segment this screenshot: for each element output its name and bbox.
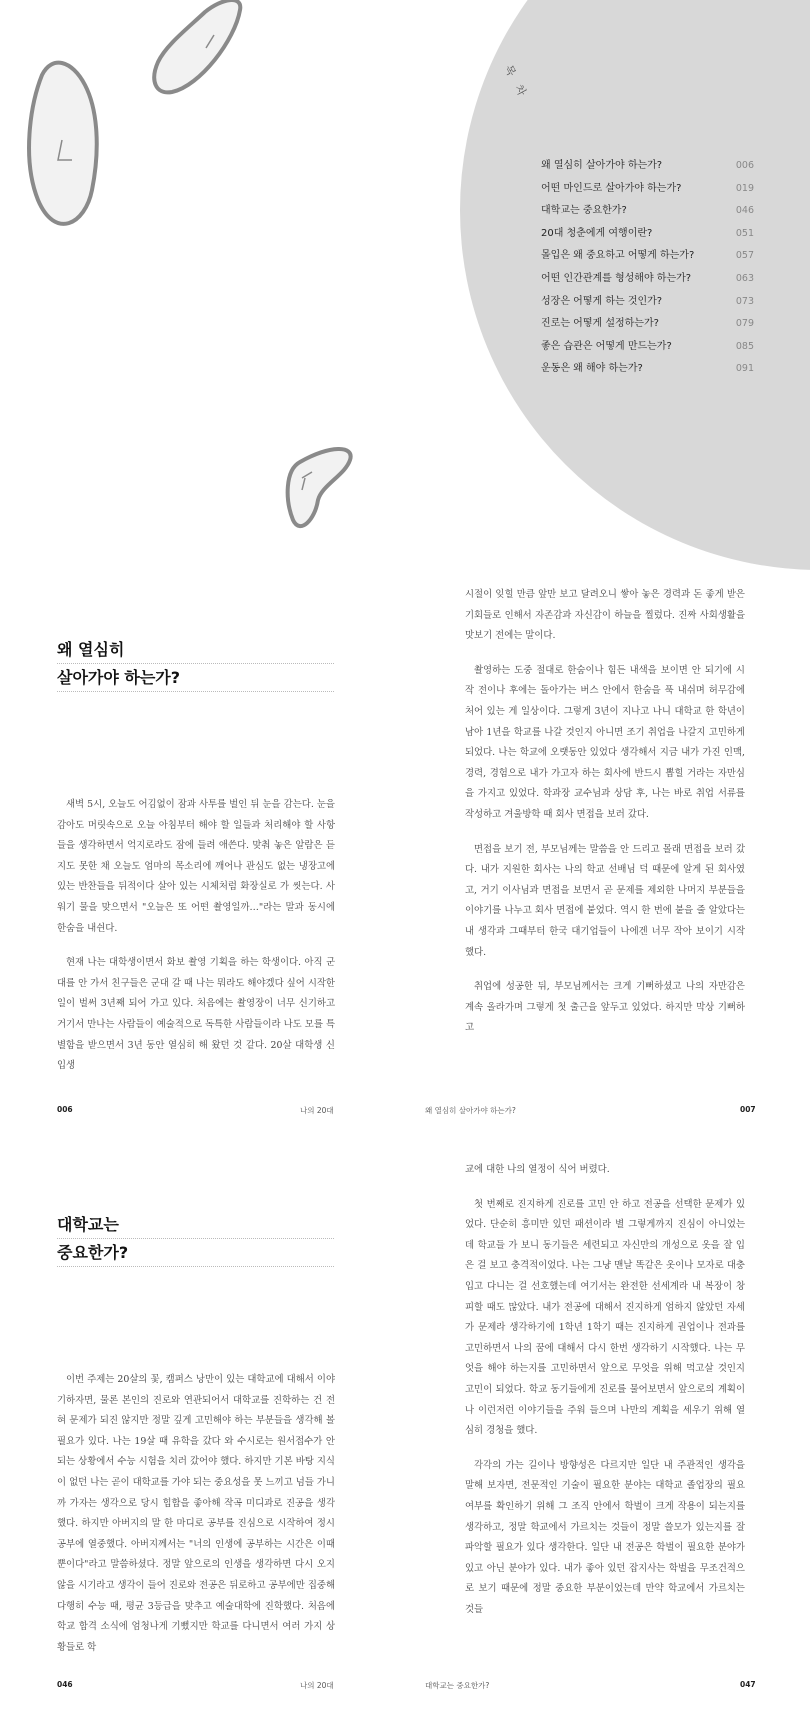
blob-shape-2 <box>154 0 240 92</box>
body-text <box>57 1370 335 1672</box>
toc-entry-title: 대학교는 중요한가? <box>541 205 627 217</box>
toc-entry-page: 073 <box>735 295 754 307</box>
toc-entry-page: 046 <box>735 205 754 217</box>
toc-entry-page: 006 <box>735 160 754 171</box>
paragraph: 첫 번째로 진지하게 진로를 고민 안 하고 전공을 선택한 문제가 있었다. 단순히 흥미만 있던 패션이라 별 그렇게까지 진심이 아니었는데 학교들 가 보니 동기들은 세련되고 자신만의 개성으로 옷을 잘 입은 걸 보고 충격적이었다. 나는 그냥 맨날 똑같은 옷이나 모자로 대충 입고 다니는 걸 선호했는데 여기서는 완전한 선세계라 내 복장이 창피할 때도 많았다. 내가 전공에 대해서 진지하게 엄하지 않았던 자세가 문제라 생각하기에 1학년 1학기 때는 진지하게 권업이나 전과를 고민하면서 나의 꿈에 대해서 다시 한번 생각하기 시작했다. 나는 무엇을 해야 하는지를 고민하면서 앞으로 무엇을 위해 먹고살 것인지 고민이 되었다. 학교 동기들에게 진로를 물어보면서 앞으로의 계획이나 이런저런 이야기들을 주워 들으며 나만의 계획을 세우기 위해 열심히 경청을 했다. <box>465 1198 745 1437</box>
toc-entry-page: 051 <box>735 227 754 239</box>
toc-entry-page: 085 <box>735 340 754 352</box>
toc-entry-page: 079 <box>735 318 754 330</box>
paragraph: 각각의 가는 길이나 방향성은 다르지만 일단 내 주관적인 생각을 말해 보자면, 전문적인 기술이 필요한 분야는 대학교 졸업장의 필요 여부를 확인하기 위해 그 조직 안에서 학벌이 크게 작용이 되는지를 생각하고, 정말 학교에서 가르치는 것들이 정말 쓸모가 있는지를 잘 파악할 필요가 있다 생각한다. 일단 내 전공은 학벌이 필요한 분야가 있고 아닌 분야가 있다. 내가 좋아 있던 잡지사는 학벌을 무조건적으로 보기 때문에 정말 중요한 부분이었는데 만약 학교에서 가르치는 것들 <box>465 1459 745 1615</box>
toc-heading: 목 차 <box>501 62 531 102</box>
toc-entry-title: 운동은 왜 해야 하는가? <box>541 363 643 375</box>
page-number: 007 <box>740 1105 756 1114</box>
chapter-title-line-2: 중요한가? <box>57 1242 334 1267</box>
chapter-title-line-2: 살아가야 하는가? <box>57 667 334 692</box>
page-047 <box>405 1150 810 1725</box>
paragraph: 현재 나는 대학생이면서 화보 촬영 기획을 하는 학생이다. 아직 군대를 안 가서 친구들은 군대 갈 때 나는 뭐라도 해야겠다 싶어 시작한 일이 벌써 3년째 되어 가고 있다. 처음에는 촬영장이 너무 신기하고 거기서 만나는 사람들이 예술적으로 독특한 사람들이라 나도 모를 특별함을 받으면서 3년 동안 열심히 해 왔던 것 같다. 20살 대학생 신입생 <box>57 957 335 1072</box>
toc-entry-title: 20대 청춘에게 여행이란? <box>541 227 653 239</box>
body-text <box>465 1160 745 1634</box>
paragraph: 교에 대한 나의 열정이 식어 버렸다. <box>465 1164 610 1175</box>
toc-list <box>541 156 754 382</box>
page-number: 047 <box>740 1680 756 1689</box>
toc-entry-page: 019 <box>735 182 754 194</box>
paragraph: 취업에 성공한 뒤, 부모님께서는 크게 기뻐하셨고 나의 자만감은 계속 올라가며 그렇게 첫 출근을 앞두고 있었다. 하지만 막상 기뻐하고 <box>465 981 745 1034</box>
blob-shape-3 <box>288 449 351 526</box>
chapter-title <box>57 639 334 695</box>
toc-entry <box>541 359 754 382</box>
toc-entry <box>541 224 754 247</box>
toc-entry-title: 몰입은 왜 중요하고 어떻게 하는가? <box>541 250 695 262</box>
page-007 <box>405 575 810 1150</box>
toc-entry <box>541 314 754 337</box>
blob-shape-1 <box>29 63 97 224</box>
toc-entry-title: 진로는 어떻게 설정하는가? <box>541 318 659 330</box>
toc-entry <box>541 337 754 360</box>
paragraph: 이번 주제는 20살의 꽃, 캠퍼스 낭만이 있는 대학교에 대해서 이야기하자면, 물론 본인의 진로와 연관되어서 대학교를 진학하는 건 전혀 문제가 되진 않지만 정말 깊게 고민해야 하는 부분들을 생각해 볼 필요가 있다. 나는 19살 때 유학을 갔다 와 수시로는 원서접수가 안 되는 상황에서 수능 시험을 치러 갔어야 했다. 하지만 기본 바탕 지식이 없던 나는 곧이 대학교를 가야 되는 중요성을 못 느끼고 넘들 가니까 가자는 생각으로 당시 힙합을 좋아해 작곡 미디과로 진공을 생각했다. 하지만 아버지의 말 한 마디로 공부를 진심으로 시작하여 정시 공부에 열중했다. 아버지께서는 "너의 인생에 공부하는 시간은 이때뿐이다"라고 말씀하셨다. 정말 앞으로의 인생을 생각하면 다시 오지 않을 시기라고 생각이 들어 진로와 전공은 뒤로하고 공부에만 집중해 다행히 수능 때, 평균 3등급을 맞추고 예술대학에 진학했다. 처음에 학교 합격 소식에 엄청나게 기뻤지만 학교를 다니면서 여러 가지 상황들로 학 <box>57 1374 335 1653</box>
toc-entry <box>541 246 754 269</box>
page-046 <box>0 1150 405 1725</box>
toc-entry-title: 좋은 습관은 어떻게 만드는가? <box>541 340 672 352</box>
toc-entry-title: 성장은 어떻게 하는 것인가? <box>541 295 663 307</box>
paragraph: 새벽 5시, 오늘도 어김없이 잠과 사투를 벌인 뒤 눈을 감는다. 눈을 감아도 머릿속으로 오늘 아침부터 해야 할 일들과 처리해야 할 사항들을 생각하면서 억지로라도 잠에 들려 애쓴다. 맞춰 놓은 알람은 듣지도 못한 채 오늘도 엄마의 목소리에 깨어나 관심도 없는 냉장고에 있는 반찬들을 뒤적이다 살아 있는 시체처럼 화장실로 가 씻는다. 사워기 물을 맞으면서 "오늘은 또 어떤 촬영일까…"라는 말과 동시에 한숨을 내쉰다. <box>57 799 335 934</box>
running-head: 왜 열심히 살아가야 하는가? <box>425 1106 516 1115</box>
toc-entry <box>541 179 754 202</box>
toc-entry-page: 057 <box>735 250 754 262</box>
toc-section <box>0 0 810 575</box>
page-number: 046 <box>57 1680 73 1689</box>
running-head: 나의 20대 <box>300 1681 334 1690</box>
paragraph: 촬영하는 도중 절대로 한숨이나 힘든 내색을 보이면 안 되기에 시작 전이나 후에는 돌아가는 버스 안에서 한숨을 푹 내쉬며 허무감에 처어 있는 게 일상이다. 그렇게 3년이 지나고 나니 대학교 한 학년이 남아 1년을 학교를 나갈 것인지 아니면 조기 취업을 나갈지 고민하게 되었다. 나는 학교에 오랫동안 있었다 생각해서 지금 내가 가진 인맥, 경력, 경험으로 내가 가고자 하는 회사에 반드시 뽑힐 거라는 자만심을 가지고 있었다. 학과장 교수님과 상담 후, 나는 바로 취업 서류를 작성하고 겨울방학 때 회사 면접을 보러 갔다. <box>465 664 745 820</box>
toc-entry <box>541 269 754 292</box>
toc-entry-page: 091 <box>735 363 754 375</box>
toc-entry-title: 어떤 인간관계를 형성해야 하는가? <box>541 272 692 284</box>
page-006 <box>0 575 405 1150</box>
toc-entry <box>541 201 754 224</box>
chapter-title-line-1: 왜 열심히 <box>57 639 334 664</box>
toc-entry <box>541 156 754 179</box>
body-text <box>57 795 335 1091</box>
spread-006-007 <box>0 575 810 1150</box>
toc-entry-title: 왜 열심히 살아가야 하는가? <box>541 160 663 171</box>
toc-entry <box>541 292 754 315</box>
body-text <box>465 585 745 1053</box>
spread-046-047 <box>0 1150 810 1725</box>
toc-entry-title: 어떤 마인드로 살아가야 하는가? <box>541 182 682 194</box>
running-head: 대학교는 중요한가? <box>425 1681 490 1690</box>
page-number: 006 <box>57 1105 73 1114</box>
running-head: 나의 20대 <box>300 1106 334 1115</box>
toc-entry-page: 063 <box>735 272 754 284</box>
chapter-title-line-1: 대학교는 <box>57 1214 334 1239</box>
chapter-title <box>57 1214 334 1270</box>
paragraph: 면접을 보기 전, 부모님께는 말씀을 안 드리고 몰래 면접을 보러 갔다. 내가 지원한 회사는 나의 학교 선배님 덕 때문에 알게 된 회사였고, 거기 이사님과 면접을 보면서 곧 문제를 제외한 나머지 부분들을 이야기를 나누고 회사 면접에 붙었다. 역시 한 번에 붙을 줄 알았다는 내 생각과 그때부터 한국 대기업들이 나에겐 너무 작아 보이기 시작했다. <box>465 843 745 958</box>
paragraph: 시절이 잊힐 만큼 앞만 보고 달려오니 쌓아 놓은 경력과 돈 좋게 받은 기회들로 인해서 자존감과 자신감이 하늘을 찔렀다. 진짜 사회생활을 맛보기 전에는 말이다. <box>465 589 745 642</box>
